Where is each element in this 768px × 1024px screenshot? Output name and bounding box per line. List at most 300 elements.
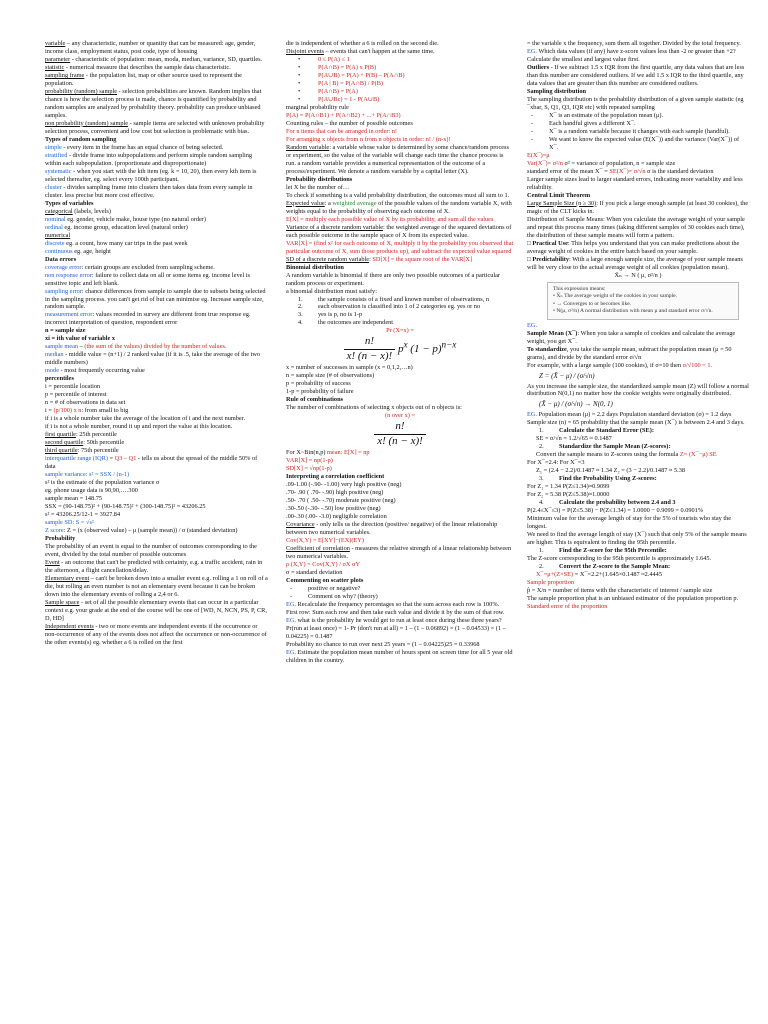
text-run: X¯=μ+(Z×SE) [536, 571, 574, 579]
worked-example-section [527, 411, 749, 611]
paragraph [527, 168, 749, 176]
paragraph [45, 527, 269, 535]
text-run: P(A∪B) = P(A) + P(B) – P(A∩B) [318, 71, 405, 79]
text-run: SE(X¯)= σ/√n [609, 167, 646, 175]
text-run: second quartile [45, 439, 84, 447]
paragraph [286, 481, 514, 489]
paragraph [45, 88, 269, 120]
text-run: – [78, 343, 85, 351]
list-item [286, 96, 514, 104]
paragraph [527, 467, 749, 475]
list-item [286, 319, 514, 327]
text-run: sample variance: s² = SSX / (n-1) [45, 471, 130, 479]
paragraph [527, 346, 749, 362]
paragraph [45, 431, 269, 439]
text-run: categorical [45, 207, 73, 215]
paragraph [527, 176, 749, 192]
text-run: Cov(X,Y) = E[XY]−(EX)(EY) [286, 537, 364, 545]
paragraph [45, 487, 269, 495]
text-run: (labels, levels) [72, 207, 111, 215]
list-marker: • [298, 55, 301, 63]
text-run: cluster [45, 183, 62, 191]
list-marker: 4. [539, 499, 544, 507]
text-run: Coefficient of correlation [286, 545, 350, 552]
text-run: - an outcome that can't be predicted with certainty, e.g. a traffic accident, rain in the afternoon, a flight cancellation/delay. [45, 558, 263, 574]
text-run: : [369, 255, 373, 263]
text-run: the sample consists of a fixed and known number of observations, n [318, 295, 490, 303]
text-run: a binomial distribution must satisfy: [286, 287, 377, 295]
paragraph [527, 192, 749, 200]
binomial-denominator: x! (n − x)! [346, 350, 393, 363]
list-marker: • [298, 95, 301, 103]
text-run: variable [45, 40, 66, 47]
text-run: p̂ = X/n = number of items with the characteristic of interest / sample size [527, 587, 713, 594]
text-run: parameter [45, 55, 71, 63]
text-run: SSX = (90-148.75)² + (90-148.75)² + (300-148.75)² = 43206.25 [45, 503, 206, 511]
text-run: Calculate the probability between 2.4 and 3 [559, 499, 676, 507]
paragraph [286, 364, 514, 372]
text-run: . Population mean (μ) = 2.2 days Population standard deviation (σ) = 1.2 days Sample size (n) = 65 probability that the sample mean (X¯) is between 2.4 and 3 days. [527, 411, 745, 427]
list-marker: 1. [539, 427, 544, 435]
paragraph [45, 232, 269, 240]
text-run: Central Limit Theorem [527, 191, 591, 199]
paragraph [45, 455, 269, 471]
text-run: SD[X] = √np(1-p) [286, 465, 332, 473]
text-run: EG [527, 321, 536, 329]
list-item [527, 136, 749, 152]
paragraph [286, 264, 514, 272]
text-run: numerical [45, 231, 71, 239]
list-marker: - [531, 111, 534, 119]
text-run: i = percentile location [45, 383, 101, 391]
text-run: P(A∩B) = P(A) [318, 87, 358, 95]
text-run: To standardize [527, 345, 567, 353]
paragraph [45, 224, 269, 232]
binomial-formula [286, 335, 514, 364]
paragraph [45, 479, 269, 487]
paragraph [527, 48, 749, 56]
binomial-exp-x: x [403, 339, 408, 350]
text-run: EG [527, 47, 536, 55]
text-run: - when you start with the kth item (eg. k = 10, 20), then every kth item is selected thereafter, eg. select every 100th participant. [45, 167, 257, 183]
paragraph [45, 559, 269, 575]
list-item [527, 128, 749, 136]
paragraph [286, 256, 514, 264]
text-run: measurement error [45, 311, 93, 319]
paragraph [527, 88, 749, 96]
paragraph [45, 367, 269, 375]
paragraph [527, 362, 749, 370]
text-run: P(A) = P(A∩B1) + P(A∩B2) + ...+ P(A∩B3) [286, 111, 401, 119]
paragraph [527, 411, 749, 427]
binomial-moments-section [286, 449, 514, 665]
paragraph [286, 200, 514, 216]
text-run: - two or more events are independent events if the occurrence or non-occurrence of any of the events does not affect the occurrence or non-occurrence of the other events(s) eg. whether a 6 is rolled on the first [45, 622, 267, 646]
text-run: For example, with a large sample (100 cookies), if σ=10 then [527, 361, 683, 369]
paragraph [286, 505, 514, 513]
text-run: σ² = variance of population, n = sample size [562, 159, 676, 167]
text-run: eg. income group, education level (natural order) [62, 223, 188, 231]
combination-numerator: n! [374, 420, 426, 435]
text-run: Var(X¯)= σ²/n [527, 159, 563, 167]
paragraph [45, 144, 269, 152]
text-run: Random variable [286, 143, 330, 151]
paragraph [286, 40, 514, 48]
text-run: , you take the sample mean, subtract the population mean (μ = 50 grams), and divide by the standard error σ/√n [527, 345, 732, 361]
text-run: - numerical measure that describes the sample data characteristic. [64, 63, 231, 71]
text-run: eg. gender, vehicle make, house type (no natural order) [65, 215, 206, 223]
text-run: – can't be broken down into a smaller event e.g. rolling a 1 on roll of a die, but rolling an even number is not an elementary event because it can be broken down into the elementary events of rolling a 2,4 or 6. [45, 574, 268, 598]
text-run: Probability no chance to run over next 25 years = (1 – 0.04225)25 = 0.33968 [286, 640, 480, 648]
text-run: third quartile [45, 447, 78, 455]
paragraph [527, 383, 749, 399]
text-run: Elementary event [45, 574, 90, 582]
binomial-exp-nx: n−x [441, 339, 457, 350]
text-run: .30-.50 (-.30- -.50) low positive (neg) [286, 505, 381, 513]
text-run: .09-1.00 (-.90- -1.00) very high positive (neg) [286, 481, 402, 489]
paragraph [527, 507, 749, 515]
text-run: i = [45, 407, 54, 415]
paragraph [45, 599, 269, 623]
text-run: Comment on why? (theory) [308, 592, 378, 600]
text-run: Types of variables [45, 199, 94, 207]
text-run: EG [286, 616, 295, 624]
paragraph [286, 457, 514, 465]
column-right [527, 40, 749, 611]
paragraph [286, 497, 514, 505]
text-run: . Recalculate the frequency percentages so that the sum across each row is 100%. [294, 600, 500, 608]
text-run: The Z-score corresponding to the 95th percentile is approximately 1.645. [527, 555, 712, 563]
text-run: continuous [45, 247, 73, 255]
list-marker: • [298, 87, 301, 95]
text-run: – any characteristic, number or quantity that can be measured: age, gender, income class, employment status, post code, type of housing [45, 40, 256, 55]
text-run: - measures the relative strength of a linear relationship between two numerical variables. [286, 545, 512, 560]
paragraph [286, 216, 514, 224]
paragraph [286, 412, 514, 420]
text-run: s² is the estimate of the population variance σ [45, 479, 160, 487]
text-run: .50- .70 ( .50- -.70) moderate positive (neg) [286, 497, 396, 505]
paragraph [286, 569, 514, 577]
list-item [527, 499, 749, 507]
paragraph [45, 575, 269, 599]
text-run: We need to find the average length of stay (X¯) such that only 5% of the sample means are higher. This is equivalent to finding the 95th percentile. [527, 531, 747, 547]
paragraph [286, 489, 514, 497]
text-run: Interpreting a correlation coefficient [286, 473, 385, 481]
paragraph [45, 375, 269, 383]
list-marker: - [290, 584, 293, 592]
text-run: sample SD: S = √s² [45, 519, 94, 527]
list-item [527, 547, 749, 555]
text-run: P(A∪Bc) = 1 - P(A∪B) [318, 95, 380, 103]
text-run: SD[X] = the square root of the VAR[X] [372, 255, 473, 263]
paragraph [286, 545, 514, 561]
text-run: (the sum of the values) divided by the number of values. [84, 343, 227, 351]
text-run: if i is a whole number take the average of the location of i and the next number. [45, 415, 246, 423]
text-run: X¯ is an estimate of the population mean (μ). [549, 111, 664, 119]
text-run: Sample space [45, 598, 80, 606]
text-run: sampling error [45, 287, 82, 295]
text-run: Counting rules – the number of possible outcomes [286, 119, 413, 127]
paragraph [286, 561, 514, 569]
paragraph [45, 447, 269, 455]
fig-line: • → Converges to or becomes like. [553, 300, 632, 307]
text-run: □ Predictability [527, 255, 569, 263]
list-item [286, 64, 514, 72]
text-run: first quartile [45, 431, 76, 439]
paragraph [527, 330, 749, 346]
text-run: p = probability of success [286, 380, 351, 388]
paragraph [527, 216, 749, 240]
text-run: Event [45, 558, 60, 566]
text-run: We want to know the expected value (E(X¯)) and the variance (Var(X¯)) of X¯. [549, 135, 740, 151]
text-run: n = # of observations in data set [45, 399, 126, 407]
text-run: : a variable whose value is determined by some chance/random process or experiment, so the value of the variable will change each time the chance process is run. a random variable provides a numerical representation of the outcome of a process/experiment. We denote a random variable by a capital letter (X). [286, 143, 509, 175]
paragraph [286, 104, 514, 112]
text-run: Z= (X¯−μ) SE [679, 451, 717, 459]
text-run: let X be the number of… [286, 183, 350, 191]
paragraph [286, 449, 514, 457]
paragraph [286, 144, 514, 176]
paragraph [527, 595, 749, 603]
paragraph [286, 128, 514, 136]
combination-denominator: x! (n − x)! [377, 435, 423, 448]
text-run: eg. a count, how many car trips in the past week [64, 239, 188, 247]
paragraph [45, 64, 269, 72]
fig-line: • N(μ, σ²/n) A normal distribution with mean μ and standard error σ/√n. [553, 308, 713, 315]
paragraph [45, 415, 269, 423]
text-run: : This helps you understand that you can make predictions about the average weight of cookies in the entire batch based on your sample. [527, 239, 740, 255]
list-marker: 2. [298, 303, 303, 311]
text-run: P(A∩B) = P(A) x P(B) [318, 63, 377, 71]
list-item [527, 443, 749, 451]
text-run: Rule of combinations [286, 396, 344, 404]
text-run: mode [45, 367, 59, 375]
text-run: : a [324, 199, 333, 207]
binomial-numerator: n! [344, 335, 396, 350]
text-run: - sample items are selected with unknown probability selection process, convenient and low cost but selection is problematic with bias. [45, 119, 265, 135]
text-run: stratified [45, 151, 68, 159]
paragraph [45, 152, 269, 168]
list-item [286, 593, 514, 601]
text-run: each observation is classified into 1 of 2 categories eg. yes or no [318, 303, 481, 311]
text-run: die is independent of whether a 6 is rolled on the second die. [286, 40, 439, 47]
paragraph [45, 391, 269, 399]
text-run: non probability (random) sample [45, 119, 129, 127]
list-item [286, 56, 514, 64]
paragraph [286, 641, 514, 649]
text-run: σ = standard deviation [286, 568, 343, 576]
paragraph [45, 423, 269, 431]
text-run: statistic [45, 63, 65, 71]
text-run: Covariance [286, 521, 315, 529]
paragraph [45, 511, 269, 519]
list-item [286, 585, 514, 593]
paragraph [527, 435, 749, 443]
paragraph [45, 240, 269, 248]
text-run: P(2.4≤X¯≤3) = P(Z≤5.38) − P(Z≤1.34) = 1.0000 − 0.9099 = 0.0901% [527, 507, 704, 515]
list-item [286, 88, 514, 96]
list-marker: 2. [539, 563, 544, 571]
column-middle [286, 40, 514, 665]
text-run: . Which data values (if any) have z-score values less than -2 or greater than +2? [535, 47, 736, 55]
text-run: - selection probabilities are known. Random implies that chance is how the selection process is made, chance is quantified by probability and random samples are analyzed by probability theory. probability can produce unbiased samples. [45, 87, 262, 119]
binomial-base2: (1 − p) [410, 343, 442, 356]
text-run: . Estimate the population mean number of hours spent on screen time for all 5 year old children in the country. [286, 648, 513, 664]
text-run: interquartile range (IQR) [45, 455, 108, 463]
text-run: VAR[X] = np(1-p) [286, 457, 333, 465]
list-item [527, 563, 749, 571]
list-item [527, 427, 749, 435]
list-marker: • [298, 63, 301, 71]
paragraph [286, 112, 514, 120]
paragraph [45, 383, 269, 391]
list-item [286, 296, 514, 304]
text-run: xi = ith value of variable x [45, 335, 116, 343]
text-run: For n items that can be arranged in order: n! [286, 127, 398, 135]
text-run: of the possible values of the random variable X, with weights equal to the probability of observing each outcome of X. [286, 199, 512, 215]
text-run: : When you take a sample of cookies and calculate the average weight, you get X¯. [527, 329, 736, 345]
paragraph [45, 288, 269, 312]
paragraph [286, 184, 514, 192]
text-run: probability (random) sample [45, 87, 118, 95]
text-run: VAR[X] = (find x² for each outcome of X, multiply it by the probability you observed that particular outcome of X, sum those products up), and subtract the expected value squared [286, 239, 514, 255]
clt-expression-figure [547, 282, 739, 320]
text-run: p = percentile of interest [45, 391, 107, 399]
text-run: : chance differences from sample to sample due to subsets being selected in the sampling process. you can't get rid of but can minimise eg. Increase sample size, random sample. [45, 287, 266, 311]
paragraph [45, 519, 269, 527]
text-run: sampling frame [45, 71, 85, 79]
paragraph [527, 603, 749, 611]
text-run: : values recorded in survey are different from true response eg. incorrect interpretation of question, respondent error [45, 311, 251, 327]
text-run: Calculate the smallest and largest value first. [527, 55, 640, 63]
text-run: The sample proportion phat is an unbiased estimator of the population proportion p. [527, 594, 739, 602]
text-run: (n over x) = [385, 412, 415, 420]
text-run: P(A | B) = P(A∩B) / P(B) [318, 79, 383, 87]
text-run: - divide frame into subpopulations and perform simple random sampling within each subpopulation. (proportionate and disproportionate) [45, 151, 253, 167]
text-run: Data errors [45, 255, 77, 263]
paragraph [45, 136, 269, 144]
text-run: : the weighted average of the squared deviations of each possible outcome in the sample space of X from its expected value. [286, 223, 512, 239]
list-item [527, 475, 749, 483]
text-run: σ/√100 = 1. [682, 361, 713, 369]
paragraph [286, 537, 514, 545]
list-item [286, 303, 514, 311]
paragraph [286, 120, 514, 128]
text-run: The number of combinations of selecting x objects out of n objects is: [286, 404, 462, 412]
paragraph [527, 587, 749, 595]
sample-mean-section [527, 322, 749, 370]
text-run: Standardize the Sample Mean (Z-scores): [559, 443, 671, 451]
text-run: : 75th percentile [77, 447, 119, 455]
paragraph [286, 521, 514, 537]
paragraph [286, 48, 514, 56]
paragraph [45, 327, 269, 335]
paragraph [286, 272, 514, 288]
text-run: : certain groups are excluded from sampling scheme. [81, 263, 215, 271]
paragraph [45, 168, 269, 184]
text-run: Binomial distribution [286, 263, 344, 271]
text-run: 0 ≤ P(A) ≤ 1 [318, 55, 350, 63]
text-run: Find the Probability Using Z-scores: [559, 475, 657, 483]
paragraph [286, 609, 514, 617]
text-run: Probability [45, 535, 76, 543]
paragraph [527, 160, 749, 168]
text-run: - only tells us the direction (positive/ negative) of the linear relationship between two numerical variables. [286, 521, 498, 537]
paragraph [286, 617, 514, 641]
text-run: nominal [45, 215, 66, 223]
text-run: - characteristic of population: mean, moda, median, variance, SD, quartiles. [70, 55, 263, 63]
list-item [286, 72, 514, 80]
text-run: = the variable x the frequency, sum them all together. Divided by the total frequency. [527, 40, 741, 47]
paragraph [286, 601, 514, 609]
list-marker: - [531, 119, 534, 127]
paragraph [286, 288, 514, 296]
text-run: s² = 43206.25/12-1 = 3927.84 [45, 511, 121, 519]
paragraph [45, 216, 269, 224]
paragraph [286, 372, 514, 380]
text-run: For X~Bin(n,p) [286, 449, 328, 457]
combinations-section [286, 364, 514, 420]
list-marker: • [298, 71, 301, 79]
text-run: weighted average [332, 199, 377, 207]
text-run: sample mean = 148.75 [45, 495, 103, 503]
paragraph [527, 152, 749, 160]
paragraph [45, 72, 269, 88]
paragraph [527, 322, 749, 330]
fig-line: This expression means: [553, 285, 606, 292]
text-run: Probability distributions [286, 175, 353, 183]
probability-section [286, 40, 514, 335]
text-run: : Z = (x (observed value) – μ (sample mean)) / σ (standard deviation) [63, 527, 238, 535]
sampling-section [527, 40, 749, 280]
text-run: For Z₁ = 1.34 P(Z≤1.34)≈0.9099 [527, 483, 610, 491]
text-run: A random variable is binomial if there are only two possible outcomes of a particular random process or experiment. [286, 271, 501, 287]
text-run: - divides sampling frame into clusters then takes data from every sample in cluster. less precise but more cost effective. [45, 183, 253, 199]
list-marker: 1. [298, 295, 303, 303]
paragraph [286, 380, 514, 388]
text-run: n = sample size [45, 327, 86, 335]
paragraph [286, 240, 514, 256]
paragraph [45, 351, 269, 367]
text-run: marginal probability rule [286, 103, 349, 111]
list-marker: 3. [539, 475, 544, 483]
text-run: median [45, 351, 64, 359]
paragraph [527, 200, 749, 216]
paragraph [527, 483, 749, 491]
text-run: Types of random sampling [45, 135, 117, 143]
text-run: Disjoint events [286, 47, 324, 55]
text-run: : With a large enough sample size, the average of your sample means will be very close to the actual average weight of all cookies (population mean). [527, 255, 743, 271]
text-run: positive or negative? [308, 584, 361, 592]
paragraph [527, 40, 749, 48]
text-run: Minimum value for the average length of stay for the 5% of tourists who stay the longest. [527, 515, 732, 531]
text-run: σ is the standard deviation [645, 167, 714, 175]
paragraph [286, 404, 514, 412]
paragraph [45, 535, 269, 543]
combination-formula [286, 420, 514, 449]
text-run: Calculate the Standard Error (SE): [559, 427, 654, 435]
text-run: For Z₂ = 5.38 P(Z≤5.38)≈1.0000 [527, 491, 610, 499]
text-run: ordinal [45, 223, 63, 231]
text-run: = X¯=2.2+(1.645×0.1487 ≈2.4445 [573, 571, 662, 579]
list-item [527, 112, 749, 120]
text-run: The sampling distribution is the probability distribution of a given sample statistic (eg ¯xbar, S, Q1, Q3, IQR etc) with repeated sampling [527, 95, 744, 111]
text-run: Distribution of Sample Means: When you calculate the average weight of your sample and repeat this process many times (taking different samples of 30 cookies each time), the distribution of these sample means will form a pattern. [527, 215, 745, 239]
paragraph [45, 256, 269, 264]
paragraph [527, 272, 749, 280]
paragraph [45, 120, 269, 136]
text-run: : 25th percentile [75, 431, 117, 439]
